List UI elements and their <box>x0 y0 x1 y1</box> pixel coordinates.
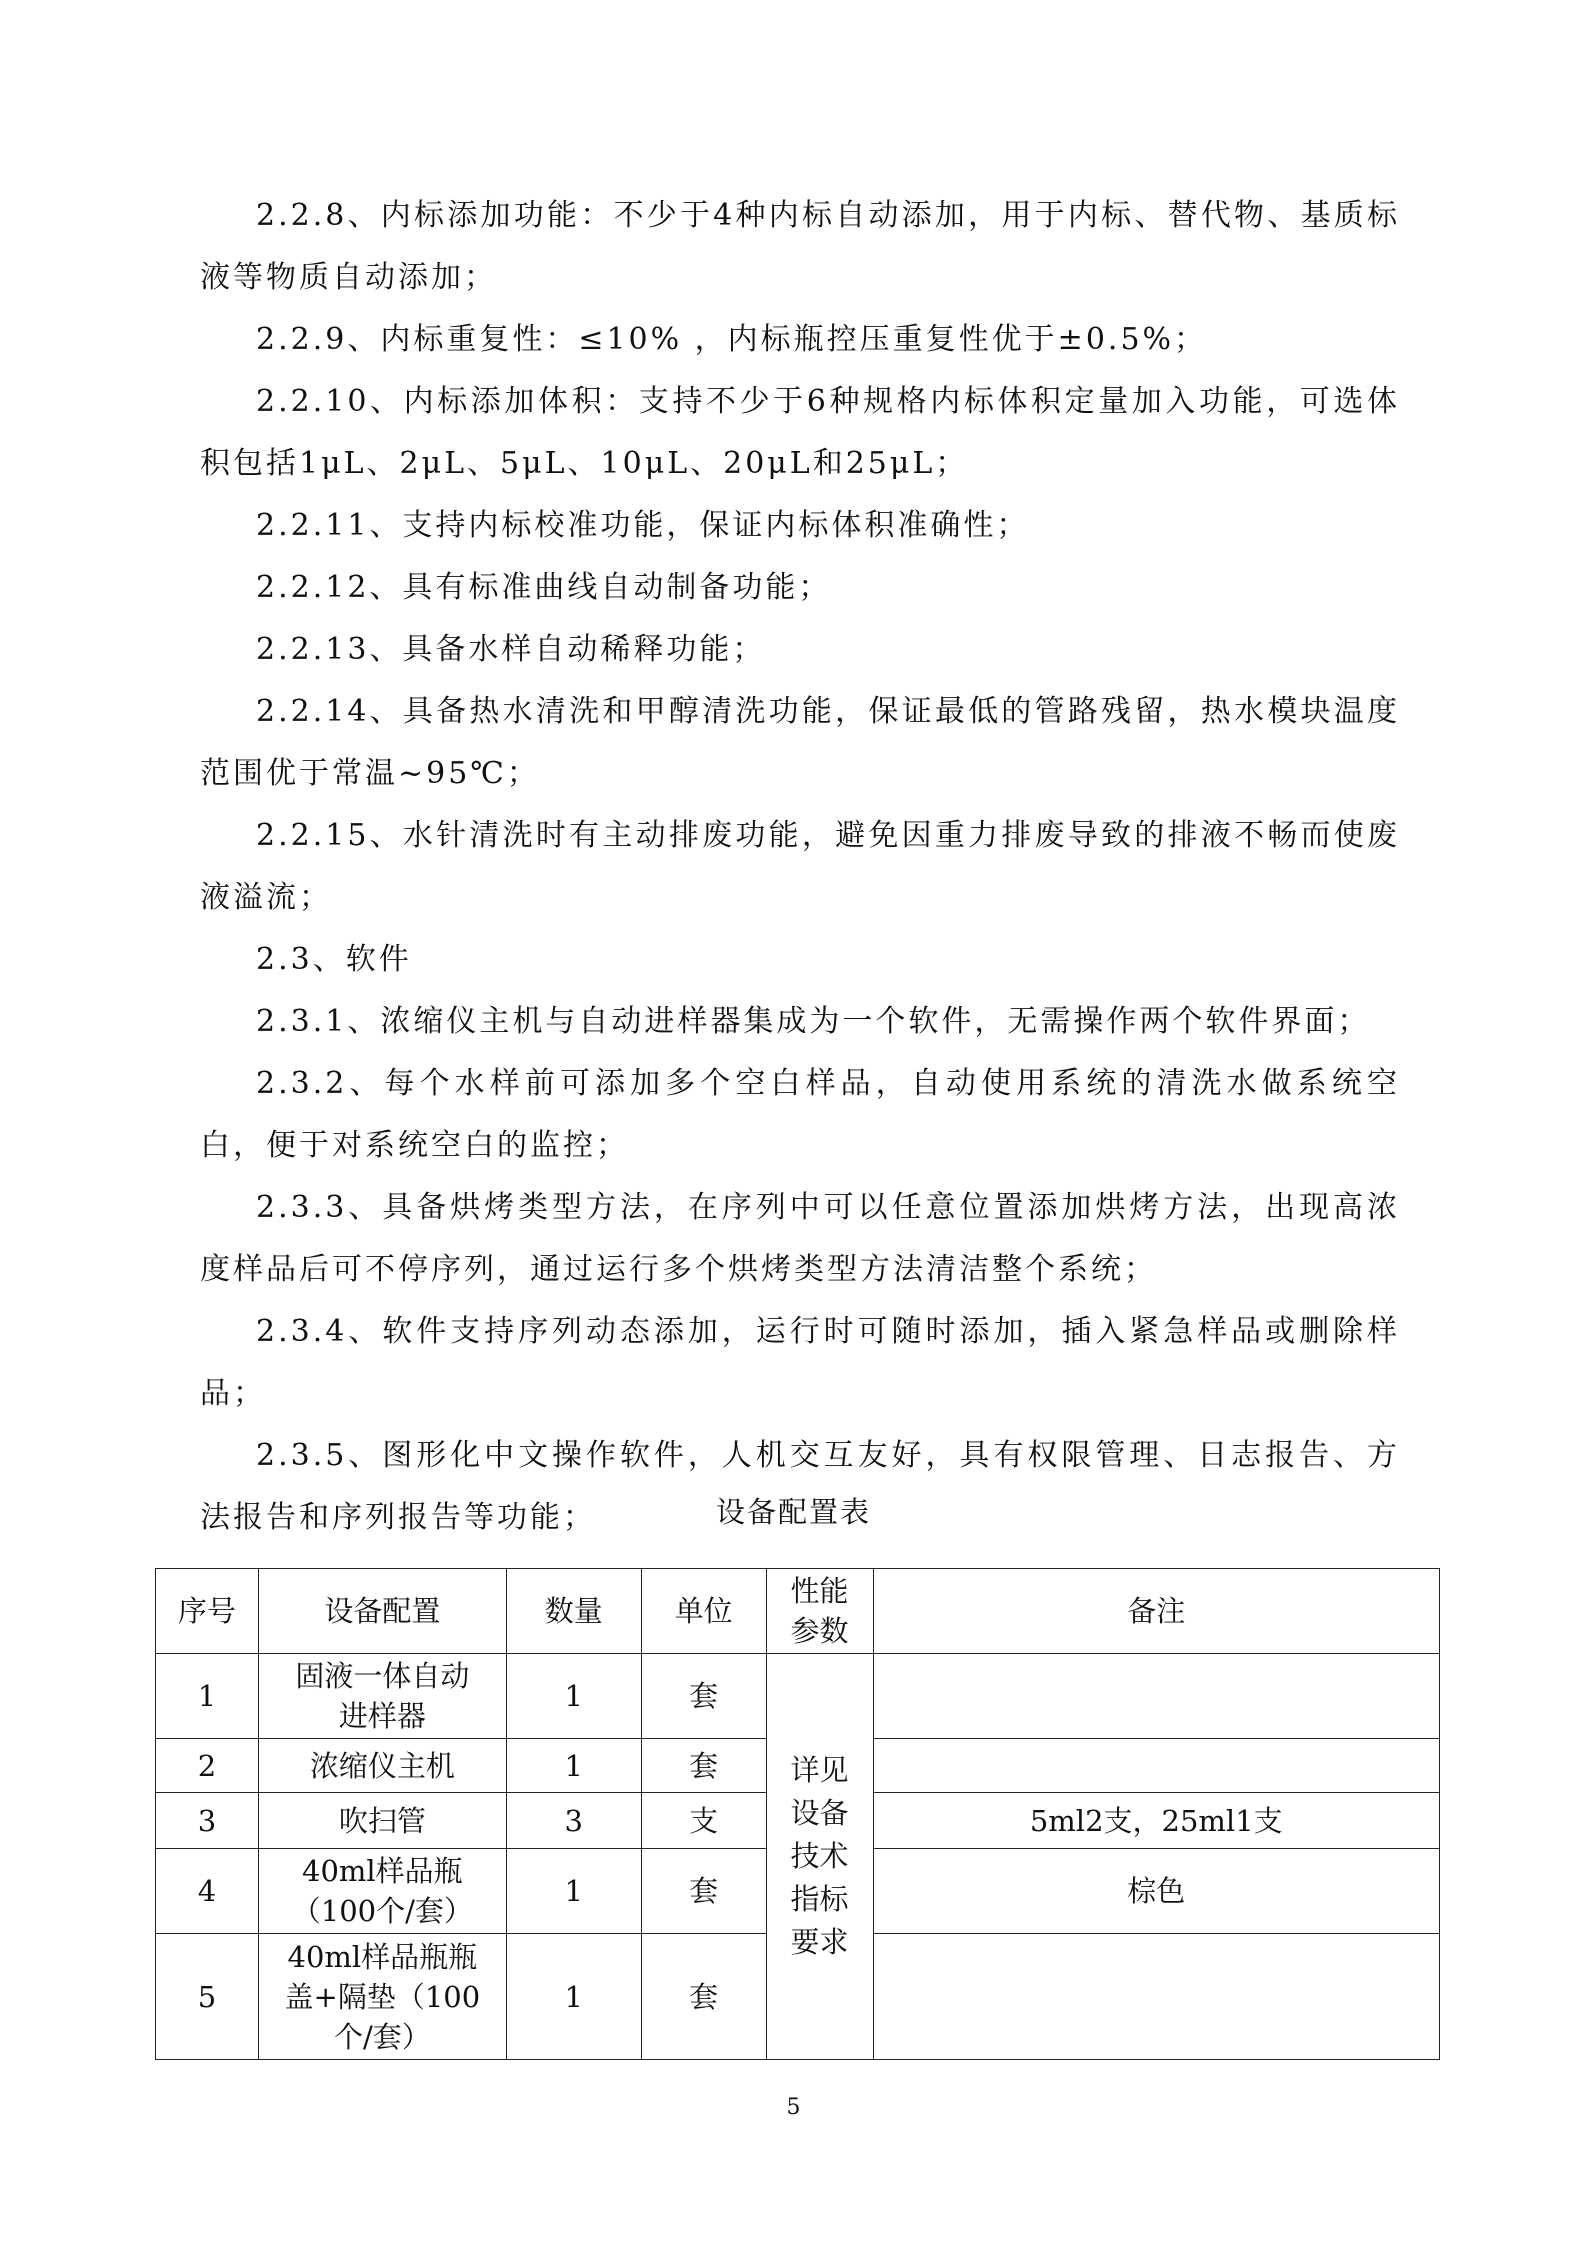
cell-note <box>873 1934 1440 2060</box>
cell-qty: 1 <box>506 1849 641 1934</box>
section-heading-2-3: 2.3、软件 <box>256 942 412 977</box>
table-header-row <box>156 1569 1440 1654</box>
cell-note: 5ml2支，25ml1支 <box>873 1793 1440 1849</box>
cell-unit: 套 <box>641 1654 766 1739</box>
cell-seq: 4 <box>156 1849 259 1934</box>
cell-config: 40ml样品瓶瓶盖+隔垫（100个/套） <box>258 1934 506 2060</box>
paragraph-2-3-3: 2.3.3、具备烘烤类型方法，在序列中可以任意位置添加烘烤方法，出现高浓度样品后可不停序列，通过运行多个烘烤类型方法清洁整个系统； <box>200 1190 1400 1287</box>
cell-seq: 3 <box>156 1793 259 1849</box>
page-number: 5 <box>786 2095 801 2120</box>
cell-config: 浓缩仪主机 <box>258 1739 506 1793</box>
cell-config: 40ml样品瓶（100个/套） <box>258 1849 506 1934</box>
header-config: 设备配置 <box>258 1569 506 1654</box>
cell-config: 固液一体自动进样器 <box>258 1654 506 1739</box>
paragraph-2-3-5: 2.3.5、图形化中文操作软件，人机交互友好，具有权限管理、日志报告、方法报告和序列报告等功能； <box>200 1438 1400 1535</box>
body-text <box>200 185 1400 1549</box>
cell-qty: 1 <box>506 1934 641 2060</box>
paragraph-2-3-4: 2.3.4、软件支持序列动态添加，运行时可随时添加，插入紧急样品或删除样品； <box>200 1314 1400 1411</box>
paragraph-2-2-10: 2.2.10、内标添加体积：支持不少于6种规格内标体积定量加入功能，可选体积包括1μL、2μL、5μL、10μL、20μL和25μL； <box>200 384 1400 481</box>
cell-note <box>873 1739 1440 1793</box>
cell-note <box>873 1654 1440 1739</box>
cell-seq: 1 <box>156 1654 259 1739</box>
cell-qty: 3 <box>506 1793 641 1849</box>
paragraph-2-3-1: 2.3.1、浓缩仪主机与自动进样器集成为一个软件，无需操作两个软件界面； <box>256 1004 1371 1039</box>
table-row <box>156 1654 1440 1739</box>
cell-qty: 1 <box>506 1654 641 1739</box>
header-seq: 序号 <box>156 1569 259 1654</box>
cell-config: 吹扫管 <box>258 1793 506 1849</box>
cell-note: 棕色 <box>873 1849 1440 1934</box>
paragraph-2-2-12: 2.2.12、具有标准曲线自动制备功能； <box>256 570 832 605</box>
cell-seq: 5 <box>156 1934 259 2060</box>
cell-unit: 套 <box>641 1739 766 1793</box>
header-note: 备注 <box>873 1569 1440 1654</box>
paragraph-2-2-11: 2.2.11、支持内标校准功能，保证内标体积准确性； <box>256 508 1030 543</box>
paragraph-2-2-8: 2.2.8、内标添加功能：不少于4种内标自动添加，用于内标、替代物、基质标液等物质自动添加； <box>200 198 1400 295</box>
paragraph-2-2-15: 2.2.15、水针清洗时有主动排废功能，避免因重力排废导致的排液不畅而使废液溢流； <box>200 818 1400 915</box>
paragraph-2-2-13: 2.2.13、具备水样自动稀释功能； <box>256 632 766 667</box>
header-param: 性能参数 <box>766 1569 873 1654</box>
paragraph-2-2-9: 2.2.9、内标重复性：≤10% ，内标瓶控压重复性优于±0.5%； <box>256 322 1208 357</box>
cell-qty: 1 <box>506 1739 641 1793</box>
header-qty: 数量 <box>506 1569 641 1654</box>
header-unit: 单位 <box>641 1569 766 1654</box>
table-title: 设备配置表 <box>715 1495 871 1529</box>
cell-unit: 套 <box>641 1849 766 1934</box>
paragraph-2-2-14: 2.2.14、具备热水清洗和甲醇清洗功能，保证最低的管路残留，热水模块温度范围优于常温~95℃； <box>200 694 1400 791</box>
cell-param-merged: 详见设备技术指标要求 <box>766 1654 873 2060</box>
cell-seq: 2 <box>156 1739 259 1793</box>
equipment-config-table <box>155 1568 1440 2060</box>
paragraph-2-3-2: 2.3.2、每个水样前可添加多个空白样品，自动使用系统的清洗水做系统空白，便于对系统空白的监控； <box>200 1066 1400 1163</box>
cell-unit: 套 <box>641 1934 766 2060</box>
cell-unit: 支 <box>641 1793 766 1849</box>
